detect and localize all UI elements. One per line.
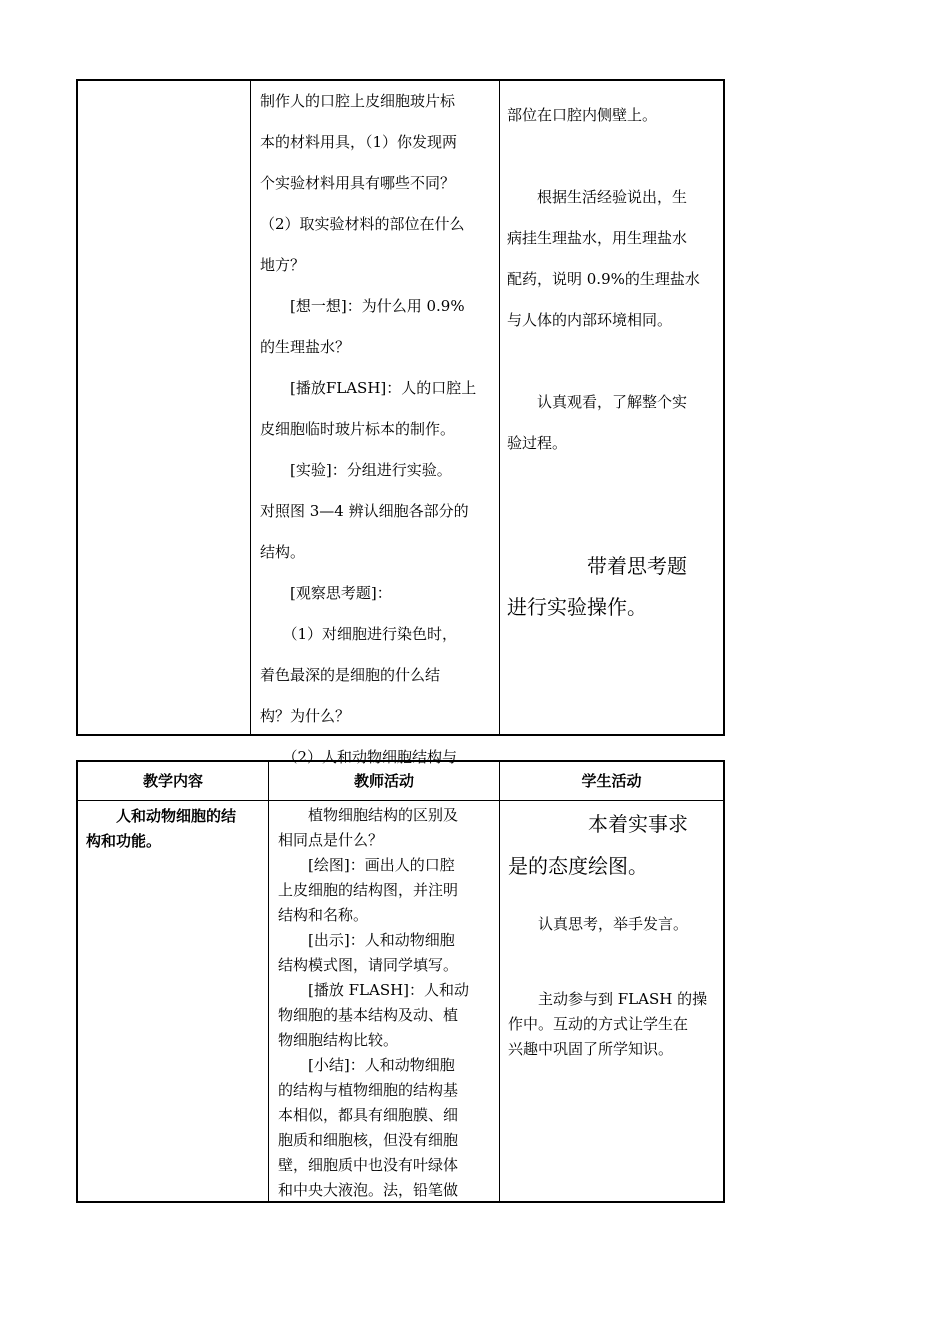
lesson-table-continued — [76, 79, 725, 766]
text-line: 的结构与植物细胞的结构基 — [278, 1081, 459, 1099]
text-line: 物细胞的基本结构及动、植 — [278, 1006, 459, 1024]
text-line: 主动参与到 FLASH 的操 — [508, 990, 708, 1008]
text-line — [507, 505, 721, 546]
text-line: 结构和名称。 — [278, 906, 369, 924]
text-line: 验过程。 — [507, 434, 568, 452]
text-line: 壁，细胞质中也没有叶绿体 — [278, 1156, 459, 1174]
text-line: [小结]：人和动物细胞 — [278, 1056, 455, 1074]
text-line: 相同点是什么？ — [278, 831, 384, 849]
text-line: 兴趣中巩固了所学知识。 — [508, 1040, 674, 1058]
text-line: （2）人和动物细胞结构与 — [260, 748, 458, 766]
column-divider — [250, 81, 251, 734]
text-line: 植物细胞结构的区别及 — [278, 806, 459, 824]
emphasis-line: 是的态度绘图。 — [508, 854, 648, 878]
text-line: [出示]：人和动物细胞 — [278, 931, 455, 949]
student-activity-cell — [507, 95, 721, 628]
lesson-table — [76, 760, 725, 1203]
text-line: 与人体的内部环境相同。 — [507, 311, 673, 329]
text-line: 对照图 3—4 辨认细胞各部分的 — [260, 502, 469, 520]
teacher-activity-cell — [278, 803, 493, 1203]
text-line: 着色最深的是细胞的什么结 — [260, 666, 441, 684]
text-line: 构？为什么？ — [260, 707, 351, 725]
header-student-activity: 学生活动 — [581, 772, 642, 790]
text-line — [507, 341, 721, 382]
column-divider — [268, 762, 269, 1201]
header-teacher-activity: 教师活动 — [353, 772, 414, 790]
header-teaching-content: 教学内容 — [142, 772, 203, 790]
emphasis-line: 本着实事求 — [508, 812, 688, 836]
text-line — [507, 136, 721, 177]
text-line: 配药，说明 0.9%的生理盐水 — [507, 270, 700, 288]
teacher-activity-cell — [260, 81, 500, 778]
text-line: 和中央大液泡。法，铅笔做 — [278, 1181, 459, 1199]
text-line: 构和功能。 — [86, 832, 162, 850]
text-line: 本的材料用具，（1）你发现两 — [260, 133, 458, 151]
text-line: [观察思考题]： — [260, 584, 392, 602]
text-line: 结构。 — [260, 543, 306, 561]
text-line: 认真思考，举手发言。 — [508, 915, 689, 933]
header-divider — [78, 800, 723, 801]
student-activity-cell — [508, 803, 720, 1062]
text-line: 皮细胞临时玻片标本的制作。 — [260, 420, 456, 438]
text-line: 结构模式图，请同学填写。 — [278, 956, 459, 974]
text-line: 上皮细胞的结构图，并注明 — [278, 881, 459, 899]
text-line: 病挂生理盐水，用生理盐水 — [507, 229, 688, 247]
text-line: 物细胞结构比较。 — [278, 1031, 399, 1049]
text-line — [508, 962, 720, 987]
text-line: （1）对细胞进行染色时， — [260, 625, 458, 643]
emphasis-line: 带着思考题 — [507, 554, 687, 578]
text-line: 人和动物细胞的结 — [86, 807, 237, 825]
text-line: [绘图]：画出人的口腔 — [278, 856, 455, 874]
text-line — [508, 887, 720, 912]
text-line: 本相似，都具有细胞膜、细 — [278, 1106, 459, 1124]
text-line: [实验]：分组进行实验。 — [260, 461, 452, 479]
text-line: 部位在口腔内侧壁上。 — [507, 106, 658, 124]
text-line — [507, 464, 721, 505]
text-line — [508, 937, 720, 962]
emphasis-line: 进行实验操作。 — [507, 595, 647, 619]
text-line: [播放FLASH]：人的口腔上 — [260, 379, 477, 397]
column-divider — [499, 762, 500, 1201]
text-line: 胞质和细胞核，但没有细胞 — [278, 1131, 459, 1149]
text-line: 制作人的口腔上皮细胞玻片标 — [260, 92, 456, 110]
text-line: [播放 FLASH]：人和动 — [278, 981, 470, 999]
teaching-content-cell — [86, 804, 266, 854]
text-line: 地方？ — [260, 256, 306, 274]
text-line: （2）取实验材料的部位在什么 — [260, 215, 465, 233]
text-line: 根据生活经验说出，生 — [507, 188, 688, 206]
text-line: 认真观看，了解整个实 — [507, 393, 688, 411]
text-line: [想一想]：为什么用 0.9% — [260, 297, 465, 315]
text-line: 个实验材料用具有哪些不同？ — [260, 174, 456, 192]
text-line: 作中。互动的方式让学生在 — [508, 1015, 689, 1033]
text-line: 的生理盐水？ — [260, 338, 351, 356]
